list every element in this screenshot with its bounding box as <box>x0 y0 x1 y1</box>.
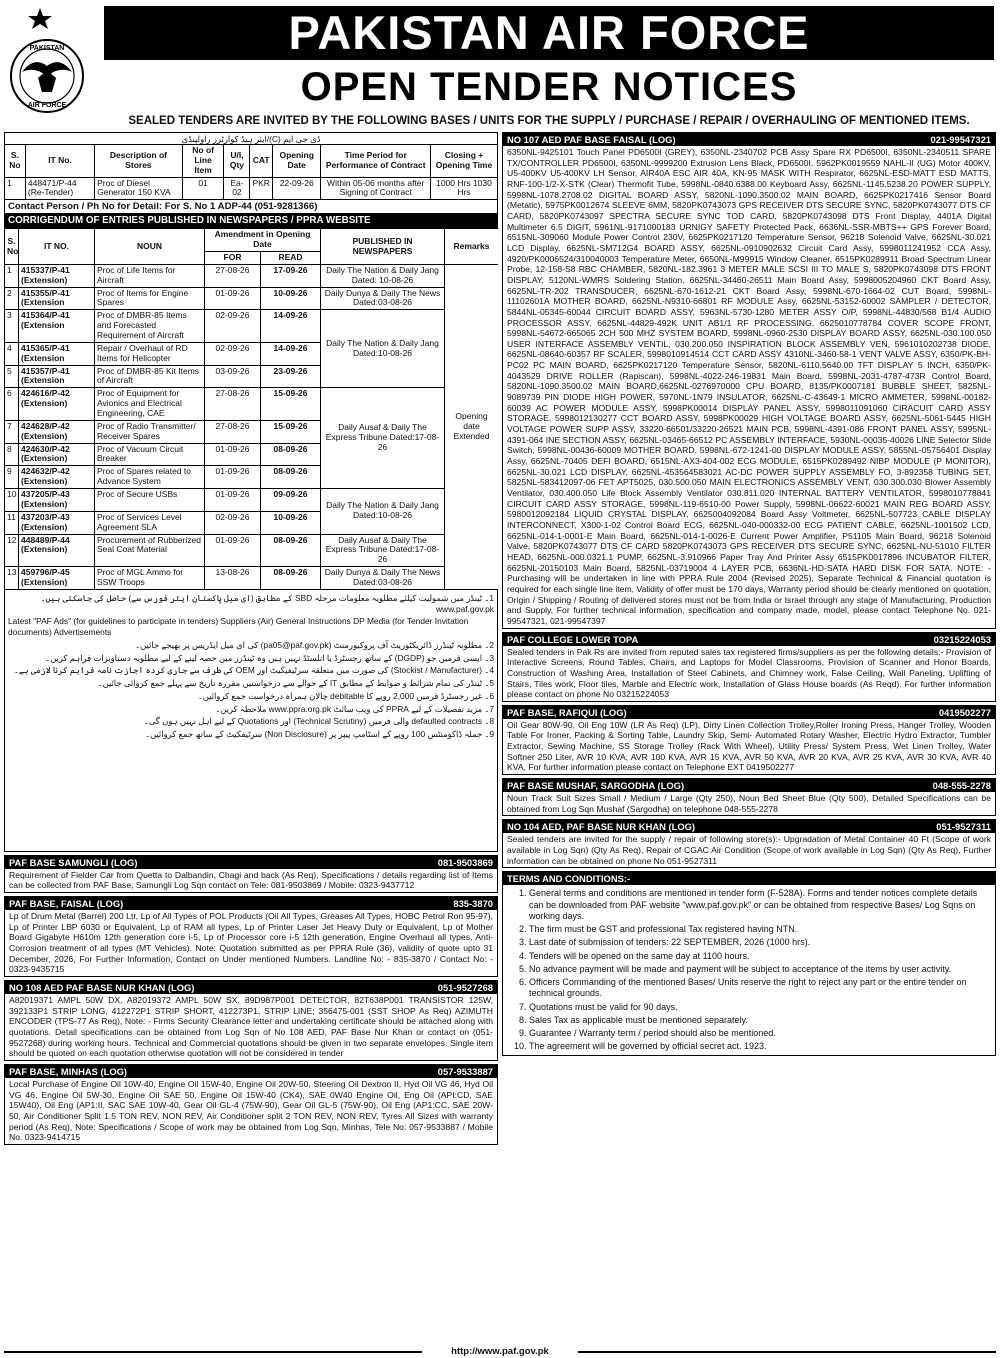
tender-box <box>502 778 996 816</box>
corr-read: 10-09-26 <box>261 511 321 534</box>
urdu-note: 1۔ ٹینڈر میں شمولیت کیلئے مطلوبہ معلومات مرحلہ SBD کے مطابق (ای میل پاکستان ایئر فورس سے) حاصل کی جاسکتی ہیں۔ www.paf.gov.pk <box>40 592 494 614</box>
corr-for: 02-09-26 <box>205 310 261 343</box>
corr-noun: Procurement of Rubberized Seal Coat Material <box>95 534 205 567</box>
main-title: PAKISTAN AIR FORCE <box>104 6 994 60</box>
top-col-header: No of Line Item <box>182 145 224 178</box>
invite-line: SEALED TENDERS ARE INVITED BY THE FOLLOWING BASES / UNITS FOR THE SUPPLY / PURCHASE / REPAIR / OVERHAULING OF MENTIONED ITEMS. <box>128 115 970 127</box>
corr-noun: Proc of Items for Engine Spares <box>95 287 205 310</box>
base-name: PAF COLLEGE LOWER TOPA <box>507 633 639 645</box>
corr-for: 03-09-26 <box>205 365 261 388</box>
top-cell: PKR <box>250 177 272 200</box>
terms-title: TERMS AND CONDITIONS:- <box>507 873 631 885</box>
col-it: IT NO. <box>19 229 95 265</box>
urdu-note: 8۔ defaulted contracts والی فرمیں (Technical Scrutiny) اور Quotations کے لیے اہل نہیں ہوں گی۔ <box>143 716 494 727</box>
corr-noun: Proc of MGL Ammo for SSW Troops <box>95 567 205 590</box>
top-cell: 1000 Hrs 1030 Hrs <box>430 177 497 200</box>
corr-remarks: Opening date Extended <box>445 264 499 589</box>
corr-it: 415365/P-41 (Extension <box>19 342 95 365</box>
top-cell: 1 <box>5 177 26 200</box>
tender-box <box>4 855 498 893</box>
corr-sno: 3 <box>5 310 19 343</box>
base-phone: 048-555-2278 <box>932 780 991 792</box>
term-item: 9. Guarantee / Warranty term / period should also be mentioned. <box>529 1028 989 1039</box>
base-name: NO 104 AED, PAF BASE NUR KHAN (LOG) <box>507 821 696 833</box>
col-published: PUBLISHED IN NEWSPAPERS <box>321 229 445 265</box>
corr-for: 27-08-26 <box>205 388 261 421</box>
base-phone: 051-9527268 <box>437 982 493 994</box>
tender-items: Sealed tenders in Pak Rs are invited from reputed sales tax registered firms/suppliers as per the following details:- Provision of Interactive Screens, Round Tables, Chairs, and Laptops for Model Classrooms, Provision of Scanner and Honor Boards, Construction of Washing Area, Installation of Steel Cabinets, and Chimney work, False Ceiling, Wall Paneling, Uplifting of Stairs, Tiles work, Floor tiles, Marble and Electric work, Installation of Glass House boards (As Reqd). For further information please contact on phone No 03215224053 <box>507 646 991 700</box>
top-cell: 01 <box>182 177 224 200</box>
svg-text:AIR FORCE: AIR FORCE <box>27 102 67 109</box>
corr-noun: Proc of Radio Transmitter/ Receiver Spares <box>95 420 205 443</box>
tender-box-body <box>503 146 995 628</box>
corr-it: 424628/P-42 (Extension) <box>19 420 95 443</box>
corr-read: 08-09-26 <box>261 466 321 489</box>
tender-items: Local Purchase of Engine Oil 10W-40, Engine Oil 15W-40, Engine Oil 20W-50, Steering Oil Dextron II, Hyd Oil VG 46, Hyd Oil VG 46, Engine Oil 5W-30, Engine Oil SAE 50, Engine Oil 15W-40 (CK4), SAE 0W40 Engine Oil, Eng Oil (API:CD, SAE 15W40), Oil Eng (AP1:II, SAC SAE 10W-40, Gear Oil GL-4 (75W-90), Gear Oil GL-5 (75W-90), Oil Eng (AP1:CC, SAE 20W-50, Air Conditioner Split 1.5 TON REV, NON REV, Air Conditioner split 2 TON REV, NON REV, Tyres All Sizes with warranty period (As Req), Note: Specifications / Scope of work may be obtained from Log Sqn, Minhas, Tele No: 057-9533887 / Mobile No. 0323-9414715 <box>9 1078 493 1143</box>
top-table-urdu-heading: ڈی جی ایم (C)/ایئر ہیڈ کوارٹرز راولپنڈی <box>4 132 498 144</box>
corr-it: 424632/P-42 (Extension) <box>19 466 95 489</box>
terms-box <box>502 871 996 1055</box>
base-name: PAF BASE, FAISAL (LOG) <box>9 898 124 910</box>
tender-box-body <box>5 910 497 976</box>
corr-read: 08-09-26 <box>261 567 321 590</box>
top-col-header: Description of Stores <box>95 145 183 178</box>
tender-box <box>4 980 498 1061</box>
corr-for: 02-09-26 <box>205 342 261 365</box>
tender-items: 6350NL-9425101 Touch Panel PD6500I (GREY), 6350NL-2340702 PCB Assy Spare RX PD6500I, 6350NL-2340511 SPARE TX/CONTROLLER PD6500I, 6350NL-9999200 Extrusion Lens Black, PD6500I, 5962PK0019559 NAHL-II (UG) Motor 400KV, U5-400KV U5-400KV LH Sensor, AIR40A ESC AIR 40A, KN-95 MASK WITH Respirator, 6625NL-ESD-MATT ESD MATTS, RNF-100-1/2-X-STK (Clear) Thermofit Tube, 5998NL-0840.6388.00 Keyboard Assy, 6625NL-1145.5238.20 POWER SUPPLY, 5998NL-1078.2708.02 DIGITAL BOARD ASSY, 5820NL-1090.3500.02 MAIN BOARD, 6625PK0217416 Sensor Board (Metatic), 5975PK0012674 SLEEVE 6MM, 5820PK0743073 GPS RECEIVER DTS SECURE SYNC, 5820PK0743077 DTS CF CARD, 5820PK0743097 SPECTRA SECURE SYNC TOD CARD, 5820PK0743098 DTS Front Display, 4401A Digital Multimeter 6.5 DIGIT, 5961NL-9171000183 URNIGY SAFETY Protected Pack, 6636NL-SSR-MBTS++ GPS Forever Board, 6515NL-309060 Module Power Control 230V, 6625PK0217120 Temperature Sensor, 96218 Solenoid Valve, 6625NL-30.021 LCD Display, 6625NL-SM712G4 BOARD ASSY, 6625NL-0910902632 Circuit Card Assy, 5998011241952 CCA Assy, 4920/PK0006524/310040003 Temperature Meter, 6650NL-M99915 Window Cleaner, 6515PK0289911 Broad Spectrum Linear Probe, 12-158-S8 RBC CHAMBER, 5820NL-182.3961 3 METER MALE SCSI III TO MALE S, 5820PK0743098 DTS FRONT DISPLAY, 5120NL-WMRS Soldering Station, 6625NL-34460-26511 Main Board Assy, 5998005204960 CKT Board Assy, 6625NL-TR-202 TRANSDUCER, 6625NL-670-1612-21 CKT Board Assy, 5998NL-670-1664-02 CUT Board, 5998NL-11102601A MOTHER BOARD, 6625NL-N9310-66801 RF MODULE Assy, 6625NL-53152-60002 SAMPLER / DETECTOR, 5844NL-05345-60044 CIRCUIT BOARD ASSY, 5963NL-5730-1280 METER ASSY O/P, 5998NL-44830/568 B1/4 AUDIO PROCESSOR ASSY, 6625NL-44829-492K UNIT AB1/1 RF PROCESSING, 6625010778784 COVER SCOPE FRONT, 5998NL-54672-665065 2CH 500 MHZ SYSTEM BOARD, 5998NL-0960-2530 DISPLAY BOARD ASSY, 6625NL-030.100.050 USER INTERFACE ASSEMBLY VENTIL, 030.200.050 INSPIRATION BLOCK ASSEMBLY VEN, 5961010202738 DIODE, 6625NL-08640-60357 RF SCALER, 5998010914514 CCT CARD ASSY 4310NL-3460-58-1 VENT VALVE ASSY, 6350/PK-BH-PC02 PC MAIN BOARD, 6625PK0217120 Temperature Sensor, 5820NL-6110.5640.00 TFT DISPLAY 5 INCH, 6350/PK-4043529 DRIVE ROLLER (Rapiscan), 5998NL-4022-246-19831 Main Board, 5998NL-2031-4787-473R Control Board, 5820NL-1090.3500.02 MAIN BOARD,6625NL-0276970000 CPU BOARD, 8135/PK0007181 BUBBLE SHEET, 5825NL-9089739 PIN DIODE HIGH POWER, 5970NL-1N79 INSULATOR, 6625NL-C-43649-1 MICRO AMMETER, 5998NL-00182-60039 AC POWER MODULE ASSY, 5998PK00014 DISPLAY PANEL ASSY, 5998011091060 CIRACUIT CARD ASSY STORAGE, 5998012130277 CCT BOARD ASSY, 5998PK00029 HIGH VOLTAGE BOARD ASSY, 6625NL-5061-5445 HIGH VOLTAGE POWER SUPP ASSY, 33220-66501/33220-26521 MAIN PCB, 5998NL-4391-086 FRONT PANEL ASSY, 5995NL-4391-064 INE SECTION ASSY, 6625NL-03465-66512 PC ASSEMBLY INTERFACE, 5930NL-00035-40026 LINE Selector Slide Switch, 5998NL-00436-60009 MOTHER BOARD, 5998NL-672-1241-00 DISPLAY MODULE ASSY, 5855NL-05756401 Display Assy, 6625NL-70405 DEFI BOARD, 6515NL-AX3-404-002 ECG MODULE, 6515PK0289492 NIBP MODULE (P MONITOR), 6625NL-30.021 LCD DISPLAY, 6625NL-453564583021 AC-DC POWER SUPPLY ASSEMBLY FO, 3-892358 TUBING SET, 5825NL-583412097-06 FET APT5025, 030.500.050 MAIN ELECTRONICS ASSEMBLY VENT, 030.300.030 Blower Assembly Ventilator, 030.400.050 Life Block Assembly Ventilator 030.811.020 INTERNAL BATTERY VENTILATOR, 5998010778841 CIRCUIT CARD ASSY STORAGE, 5998NL-119-6510-00 Power Supply, 5998NL-06622-60021 MAIN REG BOARD ASSY, 5980012092184 LIQUID CRYSTAL DISPLAY, 6625004092084 Board Assy Voltmeter, 6625NL-507723 CABLE DISPLAY INTERCONNECT, X300-1-02 Control Board ECG, 6625NL-040-000332-00 ECG PATIENT CABLE, 6625NL-1001502 LCD, 6625NL-014-1-0001-E Main Board, 6625NL-014-1-0026-E Current Power Amplifier, P51105 Main Board, 96218 Solenoid Valve, 5820PK0743077 DTS CF CARD 5820PK0743073 GPS RECEIVER DTS SECURE SYNC, 6625NL-NU-51010 FILTER HEAD, 6625NL-000.0321.1 PUMP, 6625NL-3.910966 Paper Tray And Printer Assy 6515PK0017896 INCUBATOR FILTER, 6625NL-20150103 Main Board, 5825NL-03719004 4 LAYER PCB, 6636NL-HD-SATA HARD DISK FOR SATA. <box>507 147 991 573</box>
tender-box <box>502 632 996 702</box>
footer-url[interactable]: http://www.paf.gov.pk <box>0 1345 1000 1358</box>
corr-sno: 8 <box>5 443 19 466</box>
corr-sno: 5 <box>5 365 19 388</box>
tender-box-header <box>503 779 995 792</box>
table-row <box>5 388 499 421</box>
top-col-header: IT No. <box>25 145 94 178</box>
corr-for: 13-08-26 <box>205 567 261 590</box>
contact-person: Contact Person / Ph No for Detail: For S. No 1 ADP-44 (051-9281366) <box>4 200 498 214</box>
top-col-header: Opening Date <box>272 145 321 178</box>
corr-noun: Proc of Life Items for Aircraft <box>95 264 205 287</box>
term-item: 4. Tenders will be opened on the same day at 1100 hours. <box>529 951 989 962</box>
term-item: 6. Officers Commanding of the mentioned Bases/ Units reserve the right to reject any part or the entire tender on technical grounds. <box>529 977 989 1000</box>
tender-items: Sealed tenders are invited for the supply / repair of following store(s):- Upgradation of Metal Container 40 Ft (Scope of work available in Log Sqn) (Qty As Req), Repair of CGAC Air Condition (Scope of work available in Log Sqn) (Qty As Req), Further information can be obtained on phone No 051-9527311 <box>507 834 991 866</box>
corr-published: Daily Ausaf & Daily The Express Tribune Dated:17-08-26 <box>321 534 445 567</box>
top-cell: 448471/P-44 (Re-Tender) <box>25 177 94 200</box>
corr-published: Daily Dunya & Daily The News Dated:03-08-26 <box>321 567 445 590</box>
corr-for: 01-09-26 <box>205 287 261 310</box>
base-name: PAF BASE, RAFIQUI (LOG) <box>507 706 627 718</box>
corr-published: Daily The Nation & Daily Jang Dated: 10-08-26 <box>321 264 445 287</box>
corr-it: 459796/P-45 (Extension) <box>19 567 95 590</box>
tender-box-body <box>503 646 995 701</box>
term-item: 10. The agreement will be governed by official secret act. 1923. <box>529 1041 989 1052</box>
table-row <box>5 287 499 310</box>
corr-noun: Proc of Secure USBs <box>95 489 205 512</box>
corr-read: 17-09-26 <box>261 264 321 287</box>
tender-items: Oil Gear 80W-90, Oil Eng 10W (LR As Req) (LP), Dirty Linen Collection Trolley,Roller Ironing Press, Hanger Trolley, Wooden Table For Ironer, Packing & Sorting Table, Laundry Skip, Semi- Automated Rotary Washer, Electric Hydro Extractor, Tumbler Extractor, Sewing Machine, SS Storage Trolley (Rack With Wheel), Utility Press/ System Press, Wet Linen Trolley, Water Softner 250 Liter, AVR 10 KVA, AVR 100 KVA, AVR 15 KVA, AVR 50 KVA, AVR 20 KVA, AVR 25 KVA, AVR 30 KVA, AVR 40 KVA, For further information please contact on Telephone EXT 0419502277 <box>507 719 991 773</box>
corr-read: 23-09-26 <box>261 365 321 388</box>
urdu-note: 2۔ مطلوبہ ٹینڈرز ڈائریکٹوریٹ آف پروکیورمنٹ (pa05@paf.gov.pk) کی ای میل ایڈریس پر بھیجے جائیں۔ <box>135 639 494 650</box>
base-phone: 0419502277 <box>938 706 991 718</box>
tender-box-header <box>5 981 497 994</box>
base-phone: 021-99547321 <box>930 134 991 145</box>
urdu-note: 4۔ (Stockist / Manufacturer) کی صورت میں متعلقہ سرٹیفیکیٹ اور OEM کی طرف سے جاری کردہ اجازت نامہ فراہم کرنا لازمی ہے۔ <box>13 665 494 676</box>
col-for: FOR <box>205 252 261 265</box>
corr-sno: 4 <box>5 342 19 365</box>
corr-sno: 13 <box>5 567 19 590</box>
corr-for: 01-09-26 <box>205 443 261 466</box>
header <box>0 0 1000 132</box>
base-name: PAF BASE SAMUNGLI (LOG) <box>9 856 138 868</box>
corr-it: 415355/P-41 (Extension <box>19 287 95 310</box>
base-name: NO 107 AED PAF BASE FAISAL (LOG) <box>507 134 676 145</box>
corr-it: 424630/P-42 (Extension) <box>19 443 95 466</box>
tender-box-header <box>5 1065 497 1078</box>
corr-noun: Proc of Equipment for Avionics and Electrical Engineering, CAE <box>95 388 205 421</box>
tender-box <box>502 705 996 775</box>
top-col-header: Closing + Opening Time <box>430 145 497 178</box>
base-name: PAF BASE MUSHAF, SARGODHA (LOG) <box>507 780 685 792</box>
term-item: 2. The firm must be GST and professional Tax registered having NTN. <box>529 924 989 935</box>
corr-it: 437203/P-43 (Extension) <box>19 511 95 534</box>
corr-read: 10-09-26 <box>261 287 321 310</box>
svg-text:PAKISTAN: PAKISTAN <box>29 45 65 52</box>
corr-it: 448489/P-44 (Extension) <box>19 534 95 567</box>
top-cell: Proc of Diesel Generator 150 KVA <box>95 177 183 200</box>
tender-note: NOTE: - Purchasing will be undertaken in line with PPRA Rule 2004 (Revised 2025), Separate Technical & Financial quotation is required for each single line item, Validity of offer must be 170 days, Warranty period should be clearly mentioned on quotation, Origin / Shipping / Routing of delivered stores must not be from India or Israel through any stage of Manufacturing, Production and Supply, For further technical information, specification and company made, model, please contact Telephone No. 021-99547321, 021-99547397 <box>507 562 991 626</box>
corr-sno: 10 <box>5 489 19 512</box>
top-col-header: CAT <box>250 145 272 178</box>
col-amend: Amendment in Opening Date <box>205 229 321 252</box>
table-row <box>5 489 499 512</box>
corr-noun: Proc of DMBR-85 Items and Forecasted Requirement of Aircraft <box>95 310 205 343</box>
col-read: READ <box>261 252 321 265</box>
corr-sno: 12 <box>5 534 19 567</box>
top-col-header: Time Period for Performance of Contract <box>321 145 430 178</box>
corr-published: Daily Dunya & Daily The News Dated:03-08-26 <box>321 287 445 310</box>
table-row <box>5 264 499 287</box>
tender-box-body <box>5 1078 497 1144</box>
tender-box <box>502 132 996 629</box>
tender-box-header <box>503 820 995 833</box>
top-tender-table <box>4 144 498 200</box>
urdu-note: 7۔ مزید تفصیلات کے لیے PPRA کی ویب سائٹ www.ppra.org.pk ملاحظہ کریں۔ <box>215 703 494 714</box>
base-phone: 051-9527311 <box>936 821 991 833</box>
corr-noun: Proc of Services Level Agreement SLA <box>95 511 205 534</box>
corr-it: 415364/P-41 (Extension <box>19 310 95 343</box>
base-name: NO 108 AED PAF BASE NUR KHAN (LOG) <box>9 982 195 994</box>
col-remarks: Remarks <box>445 229 499 265</box>
term-item: 3. Last date of submission of tenders: 22 SEPTEMBER, 2026 (1000 hrs). <box>529 937 989 948</box>
table-row <box>5 177 498 200</box>
top-cell: Within 05-06 months after Signing of Contract <box>321 177 430 200</box>
corr-published: Daily Ausaf & Daily The Express Tribune Dated:17-08-26 <box>321 388 445 489</box>
corr-noun: Proc of Spares related to Advance System <box>95 466 205 489</box>
tender-box-body <box>503 792 995 815</box>
left-column <box>4 132 498 1350</box>
corr-for: 27-08-26 <box>205 420 261 443</box>
corr-read: 14-09-26 <box>261 342 321 365</box>
corr-for: 01-09-26 <box>205 466 261 489</box>
corr-for: 01-09-26 <box>205 534 261 567</box>
tender-box-header <box>5 897 497 910</box>
top-cell: 22-09-26 <box>272 177 321 200</box>
corr-read: 08-09-26 <box>261 443 321 466</box>
tender-items: Requirement of Fielder Car from Quetta to Dalbandin, Chagi and back (As Req), Specifications / details regarding list of Items can be collected from PAF Base, Samungli Log Sqn contact on Tele: 081-9503869 / Mobile: 0323-9437712 <box>9 869 493 891</box>
corr-sno: 7 <box>5 420 19 443</box>
urdu-note: 6۔ غیر رجسٹرڈ فرمیں 2,000 روپے کا debitable چالان ہمراہ درخواست جمع کروائیں۔ <box>197 690 494 701</box>
top-cell: Ea-02 <box>224 177 250 200</box>
corr-read: 08-09-26 <box>261 534 321 567</box>
corr-sno: 6 <box>5 388 19 421</box>
top-col-header: S. No <box>5 145 26 178</box>
corr-for: 02-09-26 <box>205 511 261 534</box>
tender-items: Noun Track Suit Sizes Small / Medium / Large (Qty 250), Noun Bed Sheet Blue (Qty 500), Detailed Specifications can be obtained from Log Sqn Mushaf (Sargodha) on telephone 048-555-2278 <box>507 793 991 814</box>
col-noun: NOUN <box>95 229 205 265</box>
corr-sno: 11 <box>5 511 19 534</box>
corr-noun: Proc of DMBR-85 Kit Items of Aircraft <box>95 365 205 388</box>
urdu-note: 5۔ ٹینڈر کی تمام شرائط و ضوابط کے مطابق IT کے حوالے سے درخواستیں مقررہ تاریخ سے پہلے جمع کروائی جائیں۔ <box>97 678 494 689</box>
tender-box-header <box>503 133 995 146</box>
tender-box <box>4 1064 498 1145</box>
corr-noun: Proc of Vacuum Circuit Breaker <box>95 443 205 466</box>
tender-box <box>4 896 498 977</box>
corr-read: 14-09-26 <box>261 310 321 343</box>
term-item: 7. Quotations must be valid for 90 days. <box>529 1002 989 1013</box>
corrigendum-title: CORRIGENDUM OF ENTRIES PUBLISHED IN NEWSPAPERS / PPRA WEBSITE <box>4 214 498 228</box>
term-item: 8. Sales Tax as applicable must be mentioned separately. <box>529 1015 989 1026</box>
corr-published: Daily The Nation & Daily Jang Dated:10-08-26 <box>321 310 445 388</box>
tender-box-body <box>5 994 497 1060</box>
tender-items: Lp of Drum Metal (Barrel) 200 Ltr, Lp of All Types of POL Products (Oil All Types, Greases All Types, HOBC Petrol Ron 95-97), Lp of Printer LBP 6030 or Equivalent, Lp of RAM all types, Lp of Printer Laser Jet Heavy Duty or Equivalent, Lp of Mother Board Gigabyte H610m 12th generation core i-5, Lp of Processor core i-5 12th generation, Engine Overhaul all types, Anti-Corrosion treatment of all types (MT Vehicles). Note: Quotation submitted as per PPRA Rule (36), validity of quote upto 31 December, 2026, For Further Information, Contact on Under mentioned Numbers. Landline No: - 835-3870 / Contact No: - 0323-9435715 <box>9 911 493 975</box>
corr-it: 437205/P-43 (Extension) <box>19 489 95 512</box>
corr-it: 424616/P-42 (Extension) <box>19 388 95 421</box>
corr-it: 415337/P-41 (Extension) <box>19 264 95 287</box>
corr-sno: 1 <box>5 264 19 287</box>
col-sno: S. No <box>5 229 19 265</box>
base-phone: 081-9503869 <box>437 856 493 868</box>
paf-logo-emblem <box>8 6 86 122</box>
urdu-note: 3۔ ایسی فرمیں جو (DGDP) کے ساتھ رجسٹرڈ یا انلسٹڈ نہیں ہیں وہ ٹینڈرز میں حصہ لینے کے لیے مطلوبہ دستاویزات فراہم کریں۔ <box>45 652 494 663</box>
corr-noun: Repair / Overhaul of RD Items for Helicopter <box>95 342 205 365</box>
tender-items: A82019371 AMPL 50W DX, A82019372 AMPL 50W SX, 89D987P001 DETECTOR, 82T638P001 TRANSISTOR 125W, 392133P1 STRIP LONG, 412272P1 STRIP SHORT, 412273P1, STRIP LINE; 356475-001 (SST SHOP As Req) AZIMUTH ENCODER (TPS-77 As Req), Note: - Firms Security Clearance letter and undertaking certificate should be attached along with quotations. Detail specifications can be obtained from Log Sqn of No 108 AED, PAF Base Nur Khan or contact on (051-9527268) during working hours. Technical and Commercial quotations should be given in two separate envelopes. Single item should be quoted on each quotation otherwise quotation will not be considered in tender <box>9 995 493 1059</box>
corr-read: 15-09-26 <box>261 420 321 443</box>
base-name: PAF BASE, MINHAS (LOG) <box>9 1065 128 1077</box>
subtitle: OPEN TENDER NOTICES <box>104 64 994 110</box>
urdu-note: Latest "PAF Ads" (for guidelines to participate in tenders) Suppliers (Air) General Instructions DP Media (for Tender Invitation documents) Advertisements <box>8 616 469 638</box>
base-phone: 03215224053 <box>933 633 991 645</box>
tender-box-body <box>503 719 995 774</box>
tender-box-body <box>503 833 995 867</box>
corr-sno: 9 <box>5 466 19 489</box>
corr-it: 415357/P-41 (Extension <box>19 365 95 388</box>
tender-box-header <box>503 706 995 719</box>
term-item: 1. General terms and conditions are mentioned in tender form (F-528A). Forms and tender notices complete details can be downloaded from PAF website "www.paf.gov.pk" or can be obtained from respective Bases/ Log Sqns on working days. <box>529 888 989 922</box>
tender-box-header <box>503 633 995 646</box>
urdu-notes <box>4 590 498 852</box>
corr-for: 01-09-26 <box>205 489 261 512</box>
tender-box <box>502 819 996 868</box>
table-row <box>5 567 499 590</box>
table-row <box>5 310 499 343</box>
tender-box-header <box>5 856 497 869</box>
table-row <box>5 534 499 567</box>
top-col-header: U/I, Qty <box>224 145 250 178</box>
corr-for: 27-08-26 <box>205 264 261 287</box>
urdu-note: 9۔ جملہ ڈاکومنٹس 100 روپے کے اسٹامپ پیپر پر (Non Disclosure) سرٹیفکیٹ کے ساتھ جمع کروائیں۔ <box>145 729 494 740</box>
corr-sno: 2 <box>5 287 19 310</box>
tender-box-body <box>5 869 497 892</box>
base-phone: 835-3870 <box>453 898 493 910</box>
corr-published: Daily The Nation & Daily Jang Dated:10-08-26 <box>321 489 445 534</box>
right-column <box>502 132 996 1350</box>
corrigendum-table <box>4 228 498 590</box>
base-phone: 057-9533887 <box>437 1065 493 1077</box>
term-item: 5. No advance payment will be made and payment will be subject to acceptance of the items by user activity. <box>529 964 989 975</box>
corr-read: 15-09-26 <box>261 388 321 421</box>
corr-read: 09-09-26 <box>261 489 321 512</box>
